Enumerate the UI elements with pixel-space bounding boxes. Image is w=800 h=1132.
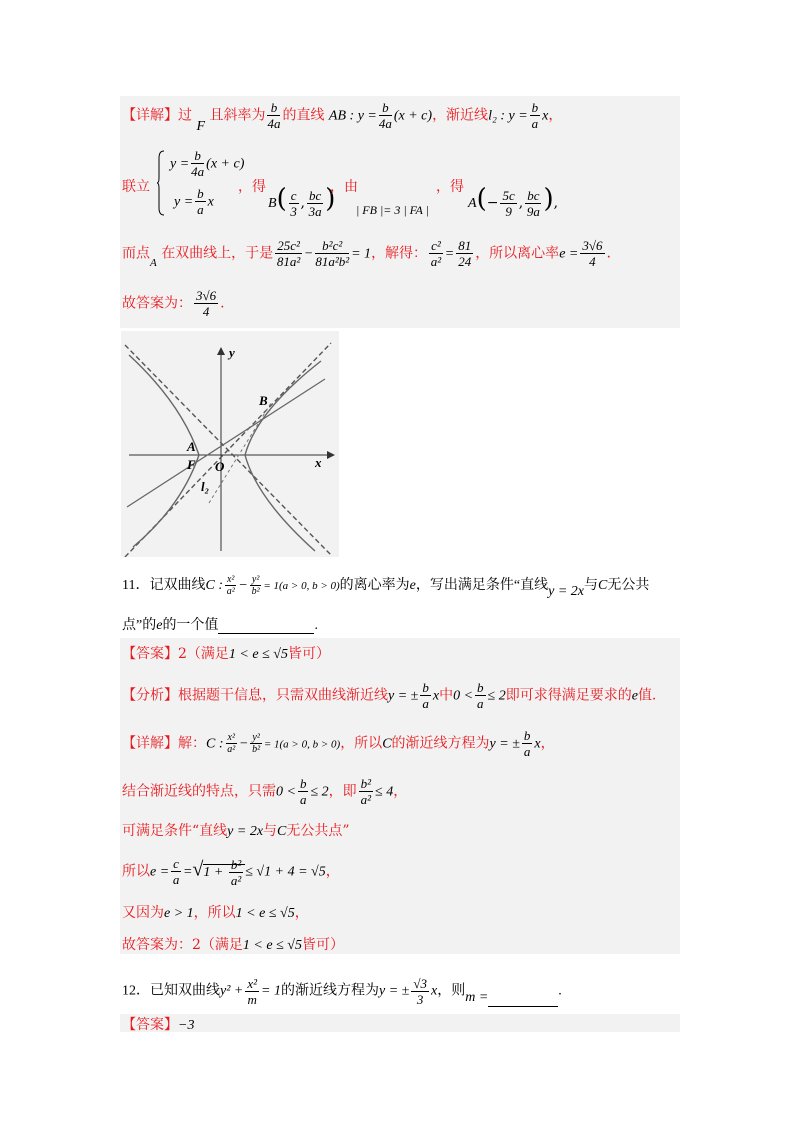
svg-text:A: A [187,439,196,454]
detail-11-line-8: 又因为e > 1，所以1 < e ≤ √5， [122,905,309,921]
point-B: B( $\frac{c}{3}$ , $\frac{bc}{3a}$ ) [268,184,336,219]
svg-text:O: O [215,459,225,474]
system-result: ，得 [238,179,266,195]
hyperbola-diagram [121,331,339,557]
final-answer-10: 故答案为： $\frac{3√6}{4}$ . [122,288,225,319]
detail-line-1: 【详解】过 F 且斜率为 $\frac{b}{4a}$ 的直线 AB : y = $\frac{b}{4a}$ (x + c)，渐近线l₂ : y = $\frac{b}{a}$ x， [122,100,563,134]
condition-text: ，由 [330,179,358,195]
detail-11-line-7: 所以e = $\frac{c}{a}$ =√1 + $\frac{\text{b²}}{\text{a²}}$ ≤ √1 + 4 = √5， [122,856,340,888]
detail-11: 【详解】解：C : $\frac{\text{x²}}{\text{a²}}$ − $\frac{\text{y²}}{\text{b²}}$ = 1(a > 0, b > 0)，所以C的渐近线方程为y = ± $\frac{b}{a}$ x， [122,728,555,759]
detail-line-3: 而点$_A$ 在双曲线上，于是 $\frac{\text{25c²}}{\text{81a²}}$ − $\frac{\text{b²c²}}{\text{81a²b²}}$ = 1，解得： $\frac{\text{c²}}{\text{a²}}$ = $\frac{81}{24}$ ，所以离心率e = $\frac{3√6}{4}$ . [122,238,611,269]
answer-block-12 [120,1014,680,1032]
svg-text:B: B [259,393,268,408]
answer-11: 【答案】2（满足1 < e ≤ √5皆可） [122,646,330,662]
detail-11-line-5: 结合渐近线的特点，只需0 < $\frac{b}{a}$ ≤ 2，即 $\frac{\text{b²}}{\text{a²}}$ ≤ 4， [122,776,408,807]
answer-blank-11[interactable] [218,619,314,634]
final-answer-11: 故答案为：2（满足1 < e ≤ √5皆可） [122,937,344,953]
svg-text:l₂: l₂ [201,479,210,494]
question-12: 12．已知双曲线y² + $\frac{\text{x²}}{m}$ = 1的渐近线方程为y = ± $\frac{√3}{3}$ x，则m = . [122,976,562,1007]
question-11-line-1: 11．记双曲线C : $\frac{\text{x²}}{\text{a²}}$ − $\frac{\text{y²}}{\text{b²}}$ = 1(a > 0, b > 0)的离心率为e，写出满足条件“直线y = 2x与C无公共 [122,574,650,599]
question-11-line-2: 点”的e的一个值 . [122,618,318,633]
answer-12: 【答案】−3 [122,1017,195,1033]
svg-text:F: F [187,457,196,472]
system-eq-1: y = $\frac{b}{4a}$ (x + c) [170,148,245,179]
svg-text:x: x [315,455,322,470]
system-label: 联立 [122,179,150,195]
condition-result: ，得 [436,179,464,195]
system-brace [157,150,165,216]
detail-11-line-6: 可满足条件“直线y = 2x与C无公共点” [122,823,350,839]
hyperbola-figure [121,331,339,557]
analysis-11: 【分析】根据题干信息，只需双曲线渐近线y = ± $\frac{b}{a}$ x中0 < $\frac{b}{a}$ ≤ 2即可求得满足要求的e值. [122,680,657,711]
point-A: A(− $\frac{5c}{9}$ , $\frac{bc}{9a}$ ), [468,184,559,219]
system-eq-2: y = $\frac{b}{a}$ x [174,186,214,217]
condition-fb: | FB |= 3 | FA | [356,203,429,217]
answer-blank-12[interactable] [488,992,558,1007]
svg-text:y: y [229,345,235,360]
detail-tag: 【详解】 [122,107,178,124]
